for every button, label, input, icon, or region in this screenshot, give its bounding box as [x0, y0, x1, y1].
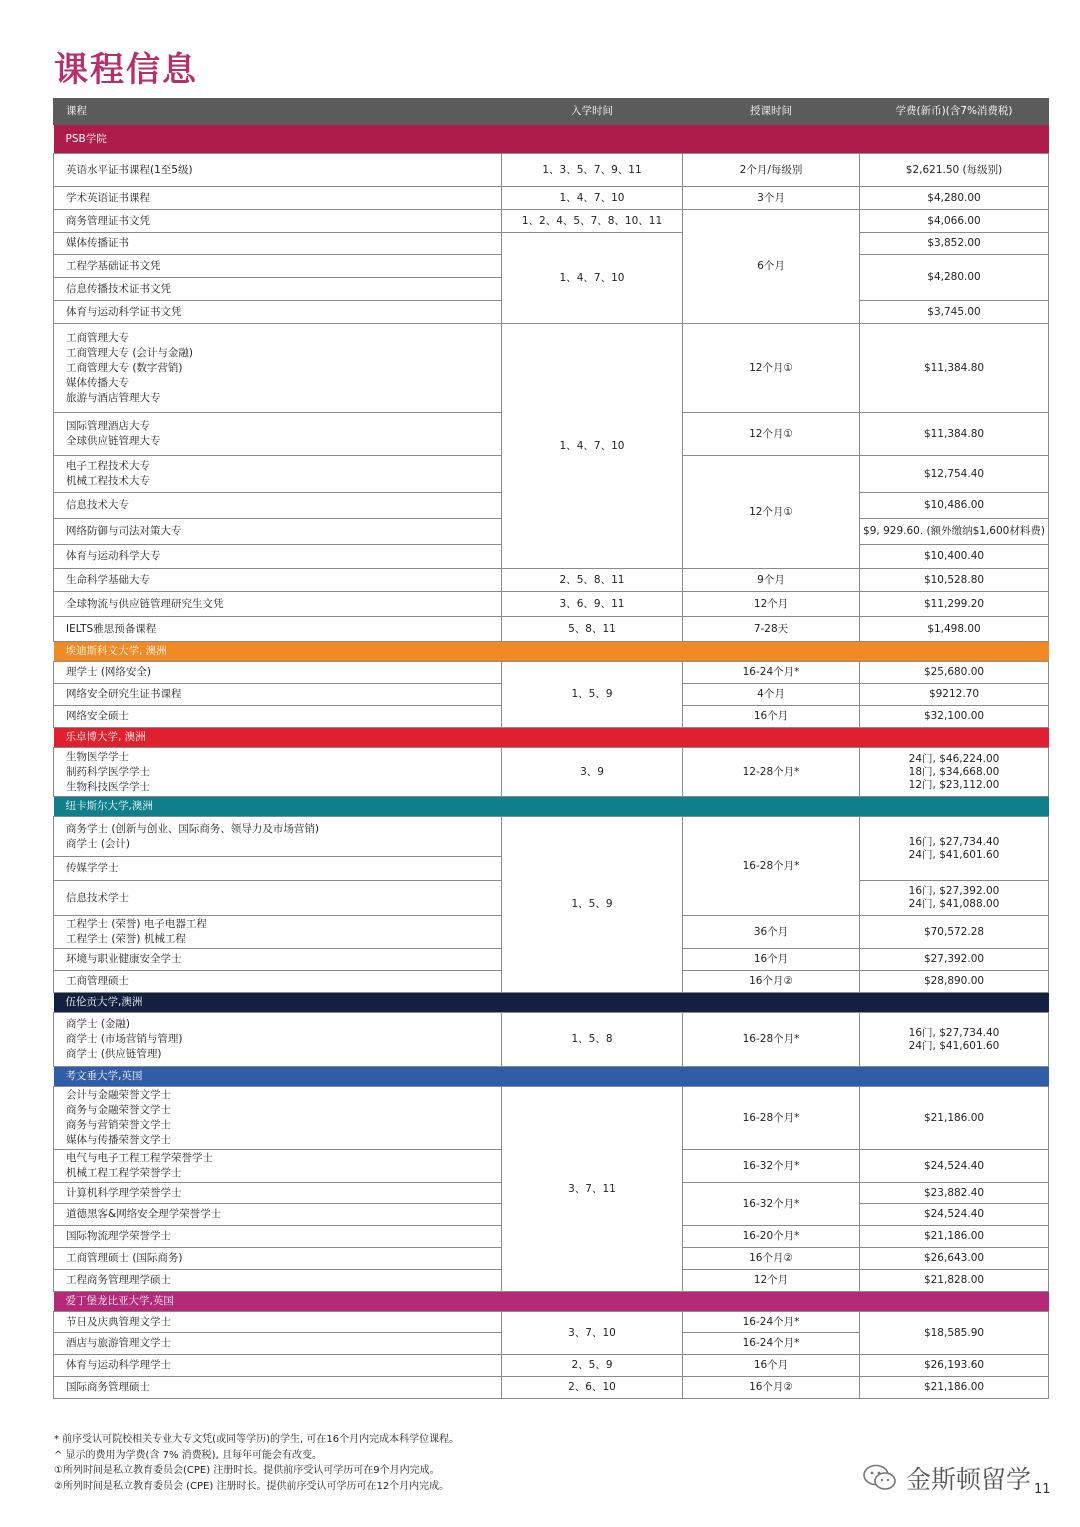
intake-cell: 5、8、11	[502, 617, 683, 642]
fee-cell: $11,299.20	[860, 592, 1049, 617]
course-cell: 信息技术大专	[54, 493, 502, 519]
section-edith	[54, 642, 1049, 662]
table-header	[54, 99, 1049, 125]
intake-cell: 1、4、7、10	[502, 187, 683, 210]
course-cell	[54, 1087, 502, 1150]
fee-cell: $23,882.40	[860, 1183, 1049, 1204]
course-name: 商学士 (市场营销与管理)	[66, 1033, 183, 1045]
fee-cell	[860, 1013, 1049, 1067]
section-napier	[54, 1292, 1049, 1312]
course-cell	[54, 324, 502, 413]
duration-cell: 12个月	[683, 592, 860, 617]
course-cell: 媒体传播证书	[54, 233, 502, 255]
duration-cell: 4个月	[683, 684, 860, 706]
course-cell	[54, 456, 502, 493]
course-name: 生物医学学士	[66, 750, 129, 763]
fee-line: 18门, $34,668.00	[908, 765, 1000, 778]
duration-cell: 16个月	[683, 706, 860, 728]
intake-cell: 2、5、8、11	[502, 569, 683, 592]
duration-cell: 12个月①	[683, 413, 860, 456]
course-name: 机械工程工程学荣誉学士	[66, 1167, 182, 1179]
intake-cell: 3、6、9、11	[502, 592, 683, 617]
watermark	[862, 1460, 1031, 1496]
footnote: * 前序受认可院校相关专业大专文凭(或同等学历)的学生, 可在16个月内完成本科学位课程。	[54, 1434, 460, 1445]
fee-cell: $21,186.00	[860, 1226, 1049, 1248]
fee-line: 24门, $46,224.00	[908, 752, 1000, 765]
intake-cell: 3、7、11	[502, 1087, 683, 1292]
duration-cell: 16个月②	[683, 1248, 860, 1270]
intake-cell: 1、5、9	[502, 817, 683, 993]
duration-cell: 16-32个月*	[683, 1150, 860, 1183]
intake-cell: 2、6、10	[502, 1377, 683, 1399]
course-name: 工商管理大专 (数字营销)	[66, 361, 183, 374]
duration-cell: 7-28天	[683, 617, 860, 642]
table-row	[54, 154, 1049, 187]
table-row	[54, 617, 1049, 642]
fee-cell: $10,486.00	[860, 493, 1049, 519]
fee-cell: $3,745.00	[860, 301, 1049, 324]
duration-cell: 16-28个月*	[683, 817, 860, 916]
course-name: 商学士 (供应链管理)	[66, 1048, 162, 1060]
header-course: 课程	[54, 99, 502, 125]
fee-cell: $4,066.00	[860, 210, 1049, 233]
course-name: 机械工程技术大专	[66, 475, 150, 487]
course-name: 电气与电子工程工程学荣誉学士	[66, 1152, 213, 1164]
page-title: 课程信息	[54, 50, 198, 90]
course-name: 商务与金融荣誉文学士	[66, 1104, 171, 1116]
intake-cell: 1、4、7、10	[502, 324, 683, 569]
fee-cell: $4,280.00	[860, 187, 1049, 210]
intake-cell: 1、2、4、5、7、8、10、11	[502, 210, 683, 233]
course-name: 媒体传播大专	[66, 376, 129, 389]
course-cell: 网络安全硕士	[54, 706, 502, 728]
duration-cell: 3个月	[683, 187, 860, 210]
course-name: 电子工程技术大专	[66, 460, 150, 472]
fee-line: 24门, $41,088.00	[908, 898, 1000, 910]
course-cell	[54, 748, 502, 797]
section-label: PSB学院	[54, 125, 1049, 154]
table-row	[54, 748, 1049, 797]
course-cell: 道德黑客&网络安全理学荣誉学士	[54, 1204, 502, 1226]
wechat-icon	[862, 1463, 898, 1493]
course-cell: 信息传播技术证书文凭	[54, 278, 502, 301]
fee-cell: $21,828.00	[860, 1270, 1049, 1292]
course-cell	[54, 817, 502, 857]
table-row	[54, 662, 1049, 684]
course-cell: 工程商务管理理学硕士	[54, 1270, 502, 1292]
footnote: ^ 显示的费用为学费(含 7% 消费税), 且每年可能会有改变。	[54, 1449, 322, 1461]
section-wollongong	[54, 993, 1049, 1013]
course-cell: 节日及庆典管理文学士	[54, 1312, 502, 1333]
course-cell: 计算机科学理学荣誉学士	[54, 1183, 502, 1204]
duration-cell: 9个月	[683, 569, 860, 592]
duration-cell: 16-28个月*	[683, 1087, 860, 1150]
duration-cell: 16-24个月*	[683, 662, 860, 684]
table-row	[54, 187, 1049, 210]
duration-cell: 16-32个月*	[683, 1183, 860, 1226]
course-cell: 体育与运动科学证书文凭	[54, 301, 502, 324]
watermark-text: 金斯顿留学	[906, 1465, 1032, 1494]
table-row	[54, 324, 1049, 413]
course-cell: 工商管理硕士	[54, 971, 502, 993]
header-duration: 授课时间	[683, 99, 860, 125]
fee-line: 16门, $27,392.00	[908, 885, 1000, 897]
duration-cell: 16-28个月*	[683, 1013, 860, 1067]
table-row	[54, 1377, 1049, 1399]
course-cell	[54, 413, 502, 456]
fee-cell: $12,754.40	[860, 456, 1049, 493]
course-name: 国际管理酒店大专	[66, 420, 150, 432]
intake-cell: 1、3、5、7、9、11	[502, 154, 683, 187]
duration-cell: 12-28个月*	[683, 748, 860, 797]
course-cell: 环境与职业健康安全学士	[54, 949, 502, 971]
duration-cell: 16-20个月*	[683, 1226, 860, 1248]
course-cell: 网络安全研究生证书课程	[54, 684, 502, 706]
duration-cell: 16个月②	[683, 971, 860, 993]
course-cell: 理学士 (网络安全)	[54, 662, 502, 684]
duration-cell: 12个月①	[683, 456, 860, 569]
fee-line: 16门, $27,734.40	[908, 835, 1000, 848]
course-name: 工程学士 (荣誉) 电子电器工程	[66, 918, 207, 930]
duration-cell: 16-24个月*	[683, 1333, 860, 1355]
fee-cell: $11,384.80	[860, 413, 1049, 456]
section-label: 埃迪斯科文大学, 澳洲	[54, 642, 1049, 662]
table-row	[54, 1087, 1049, 1150]
duration-cell: 16个月②	[683, 1377, 860, 1399]
duration-cell: 36个月	[683, 916, 860, 949]
course-name: 工程学士 (荣誉) 机械工程	[66, 933, 186, 945]
duration-cell: 2个月/每级别	[683, 154, 860, 187]
course-cell: 国际商务管理硕士	[54, 1377, 502, 1399]
fee-cell: $70,572.28	[860, 916, 1049, 949]
course-name: 商学士 (金融)	[66, 1018, 131, 1030]
duration-cell: 16-24个月*	[683, 1312, 860, 1333]
course-name: 会计与金融荣誉文学士	[66, 1089, 171, 1101]
duration-cell: 16个月	[683, 1355, 860, 1377]
section-newcastle	[54, 797, 1049, 817]
table-row	[54, 1013, 1049, 1067]
course-cell: 全球物流与供应链管理研究生文凭	[54, 592, 502, 617]
course-name: 工商管理大专	[66, 331, 129, 344]
intake-cell: 3、9	[502, 748, 683, 797]
course-cell: 英语水平证书课程(1至5级)	[54, 154, 502, 187]
course-cell	[54, 1013, 502, 1067]
fee-cell: $32,100.00	[860, 706, 1049, 728]
table-row	[54, 210, 1049, 233]
fee-cell	[860, 817, 1049, 881]
fee-cell: $21,186.00	[860, 1087, 1049, 1150]
course-name: 商务学士 (创新与创业、国际商务、领导力及市场营销)	[66, 822, 320, 835]
footnote: ①所列时间是私立教育委员会(CPE) 注册时长。提供前序受认可学历可在9个月内完成。	[54, 1465, 440, 1476]
intake-cell: 1、4、7、10	[502, 233, 683, 324]
course-cell: 商务管理证书文凭	[54, 210, 502, 233]
course-name: 工商管理大专 (会计与金融)	[66, 346, 194, 359]
course-cell: 工程学基础证书文凭	[54, 255, 502, 278]
footnote: ②所列时间是私立教育委员会 (CPE) 注册时长。提供前序受认可学历可在12个月内完成。	[54, 1480, 450, 1492]
fee-cell: $24,524.40	[860, 1204, 1049, 1226]
duration-cell: 16个月	[683, 949, 860, 971]
intake-cell: 3、7、10	[502, 1312, 683, 1355]
section-label: 爱丁堡龙比亚大学,英国	[54, 1292, 1049, 1312]
fee-cell: $4,280.00	[860, 255, 1049, 301]
fee-line: 16门, $27,734.40	[908, 1026, 1000, 1039]
course-cell: 信息技术学士	[54, 881, 502, 916]
fee-cell: $26,193.60	[860, 1355, 1049, 1377]
page-number: 11	[1034, 1482, 1051, 1497]
fee-cell: $11,384.80	[860, 324, 1049, 413]
section-coventry	[54, 1067, 1049, 1087]
course-cell: 酒店与旅游管理文学士	[54, 1333, 502, 1355]
fee-cell: $26,643.00	[860, 1248, 1049, 1270]
header-intake: 入学时间	[502, 99, 683, 125]
table-row	[54, 592, 1049, 617]
course-cell: 网络防御与司法对策大专	[54, 519, 502, 545]
course-name: 媒体与传播荣誉文学士	[66, 1134, 171, 1146]
footnotes	[54, 1432, 459, 1494]
fee-cell: $27,392.00	[860, 949, 1049, 971]
course-name: 商学士 (会计)	[66, 837, 131, 850]
intake-cell: 1、5、9	[502, 662, 683, 728]
section-psb	[54, 125, 1049, 154]
course-cell: 体育与运动科学理学士	[54, 1355, 502, 1377]
course-name: 旅游与酒店管理大专	[66, 391, 161, 404]
course-cell: 体育与运动科学大专	[54, 545, 502, 569]
section-latrobe	[54, 728, 1049, 748]
duration-cell: 12个月	[683, 1270, 860, 1292]
course-cell: 学术英语证书课程	[54, 187, 502, 210]
fee-cell	[860, 881, 1049, 916]
fee-cell: $25,680.00	[860, 662, 1049, 684]
table-row	[54, 1355, 1049, 1377]
course-name: 制药科学医学学士	[66, 765, 150, 778]
course-cell: 工商管理硕士 (国际商务)	[54, 1248, 502, 1270]
course-cell	[54, 916, 502, 949]
course-cell: 传媒学学士	[54, 857, 502, 881]
section-label: 纽卡斯尔大学,澳洲	[54, 797, 1049, 817]
fee-cell: $9212.70	[860, 684, 1049, 706]
intake-cell: 1、5、8	[502, 1013, 683, 1067]
fee-cell: $10,400.40	[860, 545, 1049, 569]
course-cell: 生命科学基础大专	[54, 569, 502, 592]
fee-cell: $10,528.80	[860, 569, 1049, 592]
fee-cell: $18,585.90	[860, 1312, 1049, 1355]
section-label: 乐卓博大学, 澳洲	[54, 728, 1049, 748]
course-cell: IELTS雅思预备课程	[54, 617, 502, 642]
table-row	[54, 233, 1049, 255]
table-row	[54, 817, 1049, 857]
intake-cell: 2、5、9	[502, 1355, 683, 1377]
fee-line: 12门, $23,112.00	[908, 778, 1000, 791]
fee-cell: $3,852.00	[860, 233, 1049, 255]
section-label: 考文垂大学,英国	[54, 1067, 1049, 1087]
course-name: 全球供应链管理大专	[66, 435, 161, 447]
course-cell: 国际物流理学荣誉学士	[54, 1226, 502, 1248]
table-row	[54, 1312, 1049, 1333]
fee-cell: $2,621.50 (每级别)	[860, 154, 1049, 187]
fee-line: 24门, $41,601.60	[908, 848, 1000, 861]
course-name: 商务与营销荣誉文学士	[66, 1119, 171, 1131]
duration-cell: 6个月	[683, 210, 860, 324]
section-label: 伍伦贡大学,澳洲	[54, 993, 1049, 1013]
fee-cell: $24,524.40	[860, 1150, 1049, 1183]
fee-cell	[860, 748, 1049, 797]
duration-cell: 12个月①	[683, 324, 860, 413]
fee-line: 24门, $41,601.60	[908, 1039, 1000, 1052]
course-cell	[54, 1150, 502, 1183]
header-fee: 学费(新币)(含7%消费税)	[860, 99, 1049, 125]
course-table	[53, 98, 1049, 1399]
fee-cell: $28,890.00	[860, 971, 1049, 993]
course-name: 生物科技医学学士	[66, 780, 150, 793]
table-row	[54, 569, 1049, 592]
fee-cell: $21,186.00	[860, 1377, 1049, 1399]
fee-cell: $9, 929.60. (额外缴纳$1,600材料费)	[860, 519, 1049, 545]
fee-cell: $1,498.00	[860, 617, 1049, 642]
